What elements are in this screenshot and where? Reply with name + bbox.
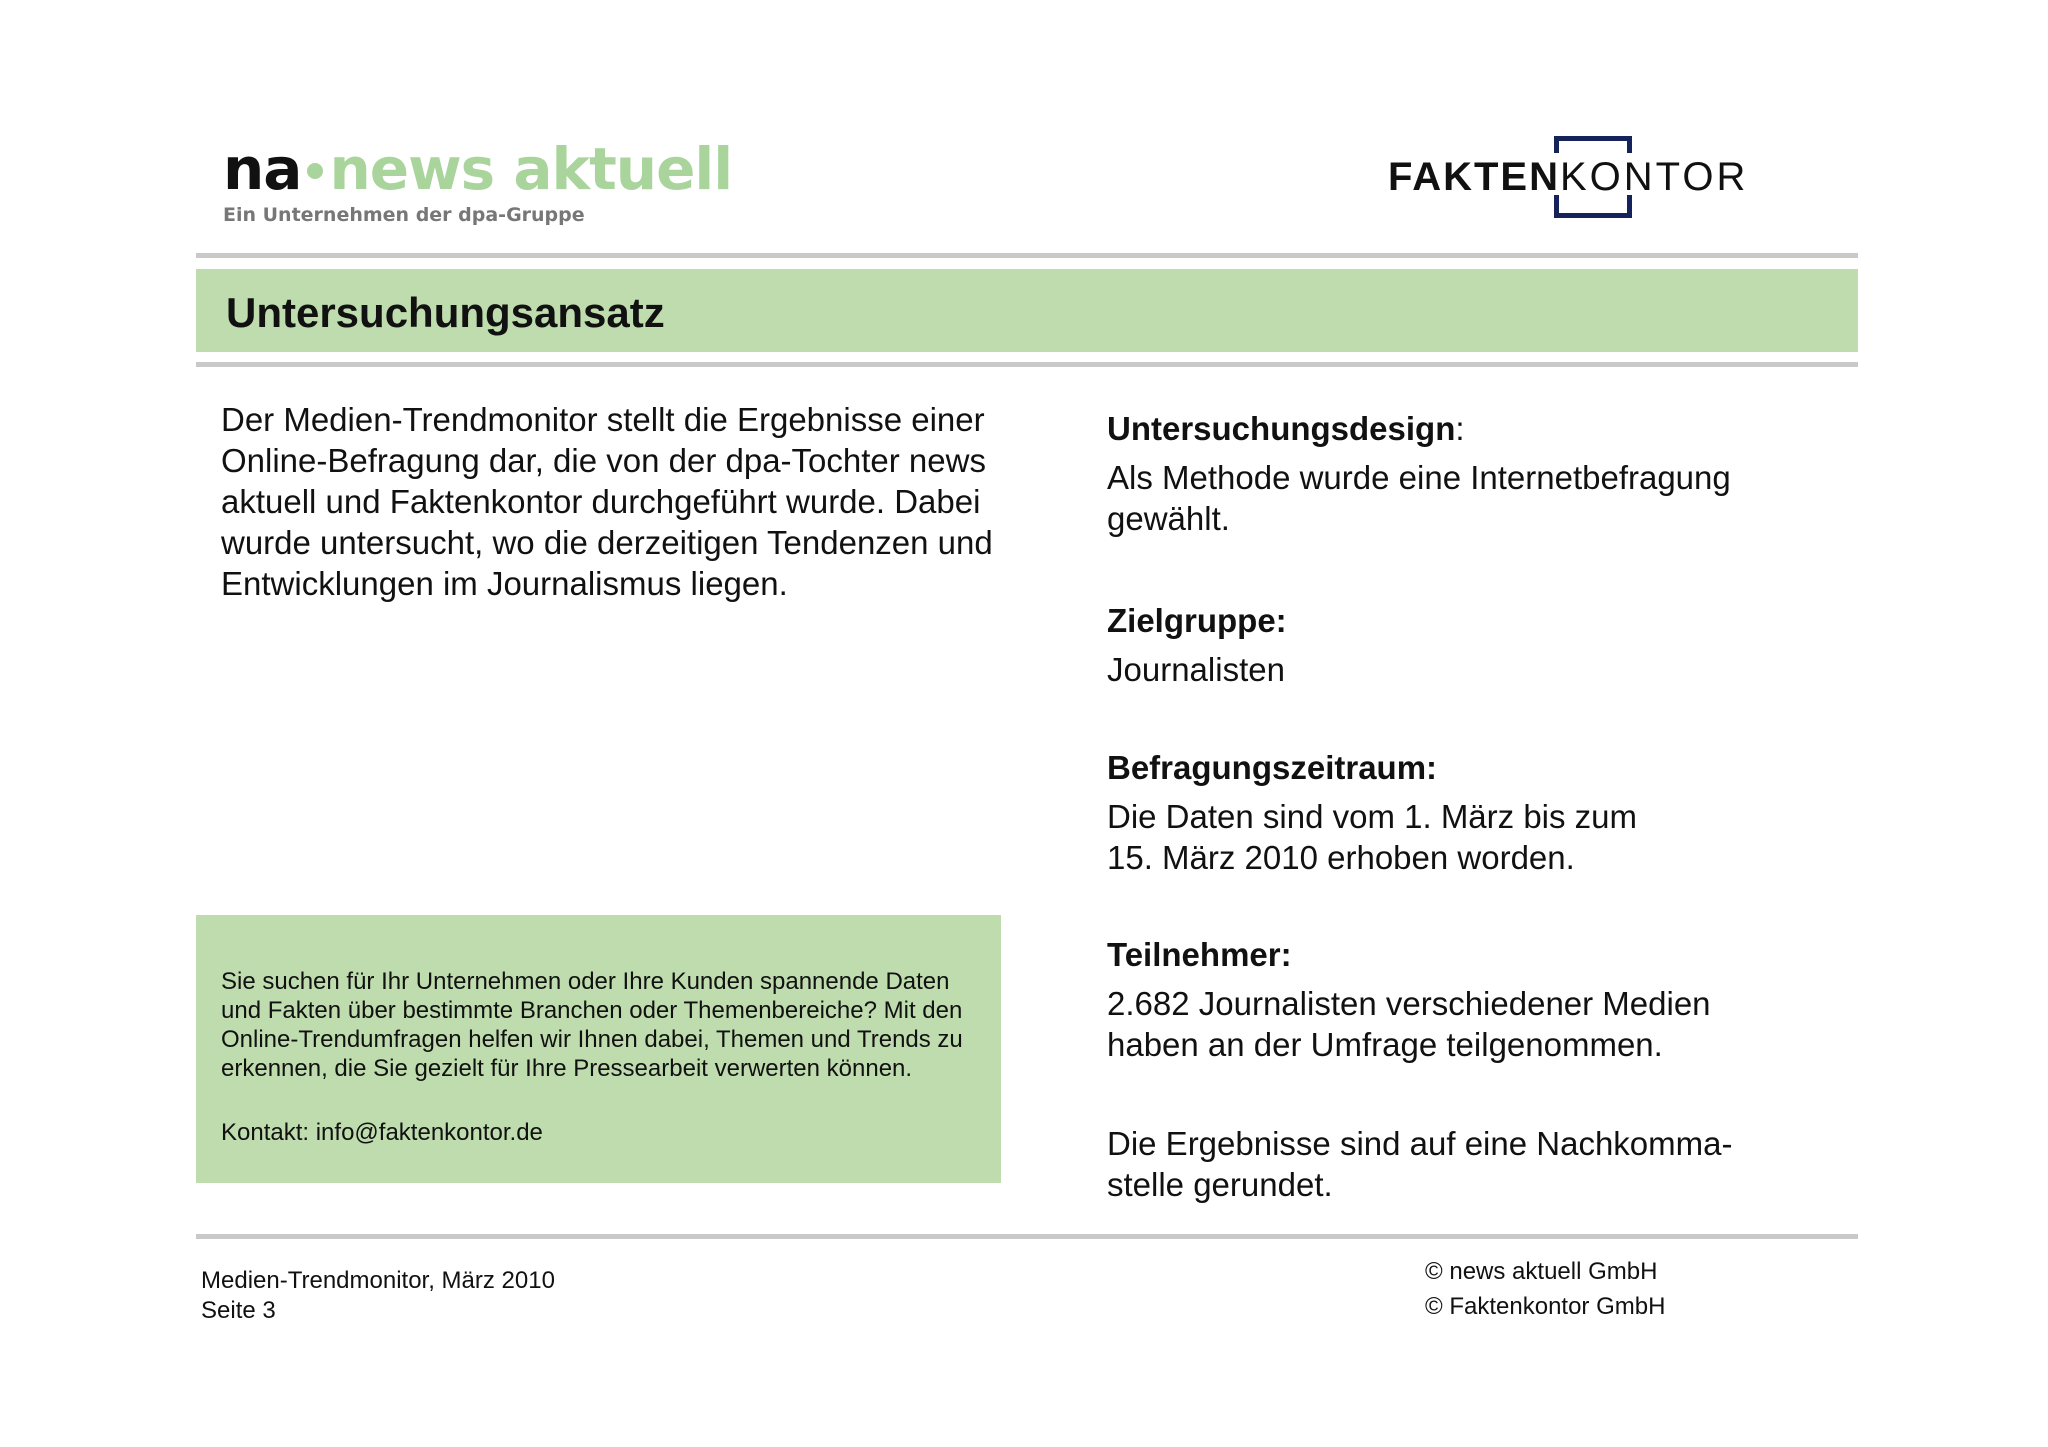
page-title: Untersuchungsansatz	[226, 289, 665, 336]
section-heading: Zielgruppe:	[1107, 602, 1287, 639]
section-heading: Teilnehmer:	[1107, 936, 1292, 973]
footer-divider	[196, 1234, 1858, 1239]
copyright-news-aktuell: © news aktuell GmbH	[1425, 1258, 1658, 1285]
promo-box	[196, 915, 1001, 1183]
section-target-group	[1107, 600, 1827, 690]
study-details	[1107, 408, 1827, 1205]
section-body: Als Methode wurde eine Internetbefragung gewählt.	[1107, 459, 1731, 537]
intro-paragraph: Der Medien-Trendmonitor stellt die Ergebnisse einer Online-Befragung dar, die von der dpa-Tochter news aktuell und Faktenkontor durchgeführt wurde. Dabei wurde untersucht, wo die derzeitigen Tendenzen und Entwicklungen im Journalismus liegen.	[221, 401, 993, 602]
footer-left	[201, 1266, 555, 1326]
section-body: 2.682 Journalisten verschiedener Medien haben an der Umfrage teilgenommen.	[1107, 985, 1711, 1063]
title-divider	[196, 362, 1858, 367]
section-participants	[1107, 934, 1827, 1065]
footer-right	[1425, 1254, 1665, 1324]
section-survey-period	[1107, 747, 1827, 878]
faktenkontor-wordmark: FAKTENKONTOR	[1388, 155, 1749, 199]
footer-page-number: Seite 3	[201, 1297, 276, 1324]
promo-contact: Kontakt: info@faktenkontor.de	[221, 1119, 543, 1146]
footer-report-name: Medien-Trendmonitor, März 2010	[201, 1267, 555, 1294]
promo-text: Sie suchen für Ihr Unternehmen oder Ihre Kunden spannende Daten und Fakten über bestimmte Branchen oder Themenbereiche? Mit den Online-Trendumfragen helfen wir Ihnen dabei, Themen und Trends zu erkennen, die Sie gezielt für Ihre Pressearbeit verwerten können.	[221, 968, 963, 1082]
logo-dot-icon	[307, 163, 323, 179]
copyright-faktenkontor: © Faktenkontor GmbH	[1425, 1293, 1666, 1320]
section-heading: Untersuchungsdesign:	[1107, 410, 1465, 447]
section-body: Journalisten	[1107, 651, 1285, 688]
news-aktuell-wordmark: na news aktuell	[223, 135, 733, 203]
news-aktuell-tagline: Ein Unternehmen der dpa-Gruppe	[223, 204, 585, 226]
news-aktuell-logo	[223, 135, 733, 226]
section-design	[1107, 408, 1827, 539]
faktenkontor-logo	[1388, 133, 1808, 223]
section-heading: Befragungszeitraum:	[1107, 749, 1438, 786]
rounding-note: Die Ergebnisse sind auf eine Nachkomma-stelle gerundet.	[1107, 1125, 1733, 1203]
title-bar	[196, 269, 1858, 352]
header-divider	[196, 253, 1858, 258]
section-body: Die Daten sind vom 1. März bis zum 15. März 2010 erhoben worden.	[1107, 798, 1638, 876]
